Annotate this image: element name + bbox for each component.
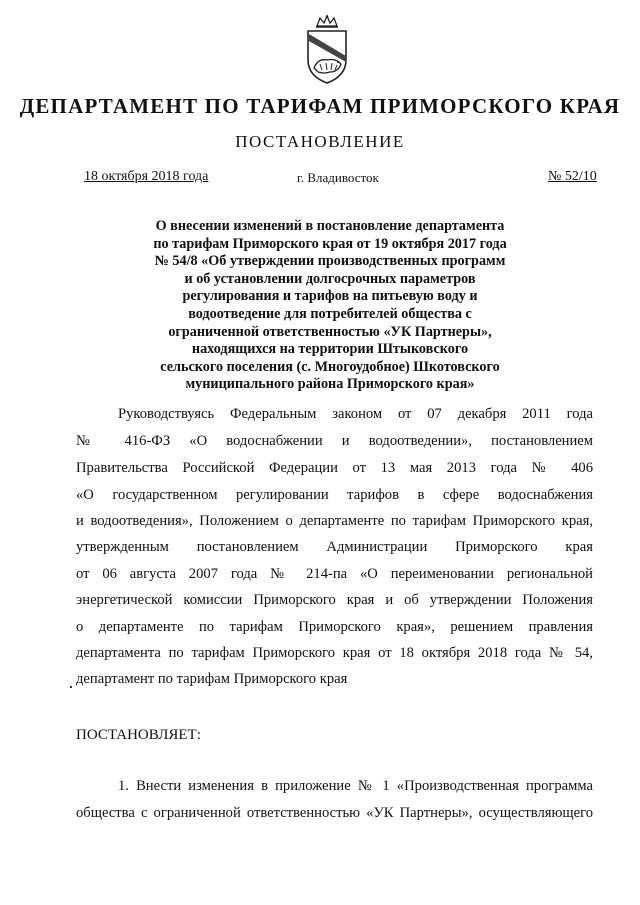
body-line: о департаменте по тарифам Приморского края», решением правления (76, 619, 593, 635)
document-type: ПОСТАНОВЛЕНИЕ (235, 132, 405, 151)
heading-line: и об установлении долгосрочных параметров (184, 270, 476, 287)
body-line: департамент по тарифам Приморского края (76, 671, 348, 687)
body-line: утвержденным постановлением Администрации Приморского края (76, 539, 593, 555)
body-line: департамента по тарифам Приморского края от 18 октября 2018 года № 54, (76, 645, 593, 661)
coat-of-arms-icon (300, 14, 354, 86)
heading-line: № 54/8 «Об утверждении производственных программ (154, 253, 506, 270)
heading-line: О внесении изменений в постановление департамента (155, 218, 505, 234)
heading-line: находящихся на территории Штыковского (191, 341, 469, 358)
heading-line: сельского поселения (с. Многоудобное) Шкотовского (160, 358, 500, 375)
heading-line: водоотведение для потребителей общества с (188, 305, 472, 322)
body-line: и водоотведения», Положением о департаменте по тарифам Приморского края, (76, 513, 593, 529)
body-line: № 416-ФЗ «О водоснабжении и водоотведении», постановлением (76, 433, 593, 449)
heading-line: муниципального района Приморского края» (185, 376, 475, 393)
item-line: 1. Внести изменения в приложение № 1 «Производственная программа (118, 778, 593, 794)
heading-line: регулирования и тарифов на питьевую воду и (182, 288, 478, 305)
resolve-heading: ПОСТАНОВЛЯЕТ: (76, 727, 201, 743)
body-line: энергетической комиссии Приморского края и об утверждении Положения (76, 592, 593, 608)
body-line: от 06 августа 2007 года № 214-па «О переименовании региональной (76, 566, 593, 582)
body-line: «О государственном регулировании тарифов в сфере водоснабжения (76, 487, 593, 503)
body-line: Правительства Российской Федерации от 13 мая 2013 года № 406 (76, 460, 593, 476)
document-city: г. Владивосток (297, 170, 379, 185)
heading-line: по тарифам Приморского края от 19 октября 2017 года (153, 235, 507, 252)
scan-speck (70, 686, 72, 688)
document-heading (100, 218, 560, 394)
heading-line: ограниченной ответственностью «УК Партнеры», (168, 323, 492, 340)
item-line: общества с ограниченной ответственностью «УК Партнеры», осуществляющего (76, 805, 593, 821)
department-title: ДЕПАРТАМЕНТ ПО ТАРИФАМ ПРИМОРСКОГО КРАЯ (19, 94, 621, 118)
body-line: Руководствуясь Федеральным законом от 07 декабря 2011 года (118, 406, 593, 422)
document-date: 18 октября 2018 года (84, 169, 209, 184)
document-number: № 52/10 (548, 169, 597, 184)
